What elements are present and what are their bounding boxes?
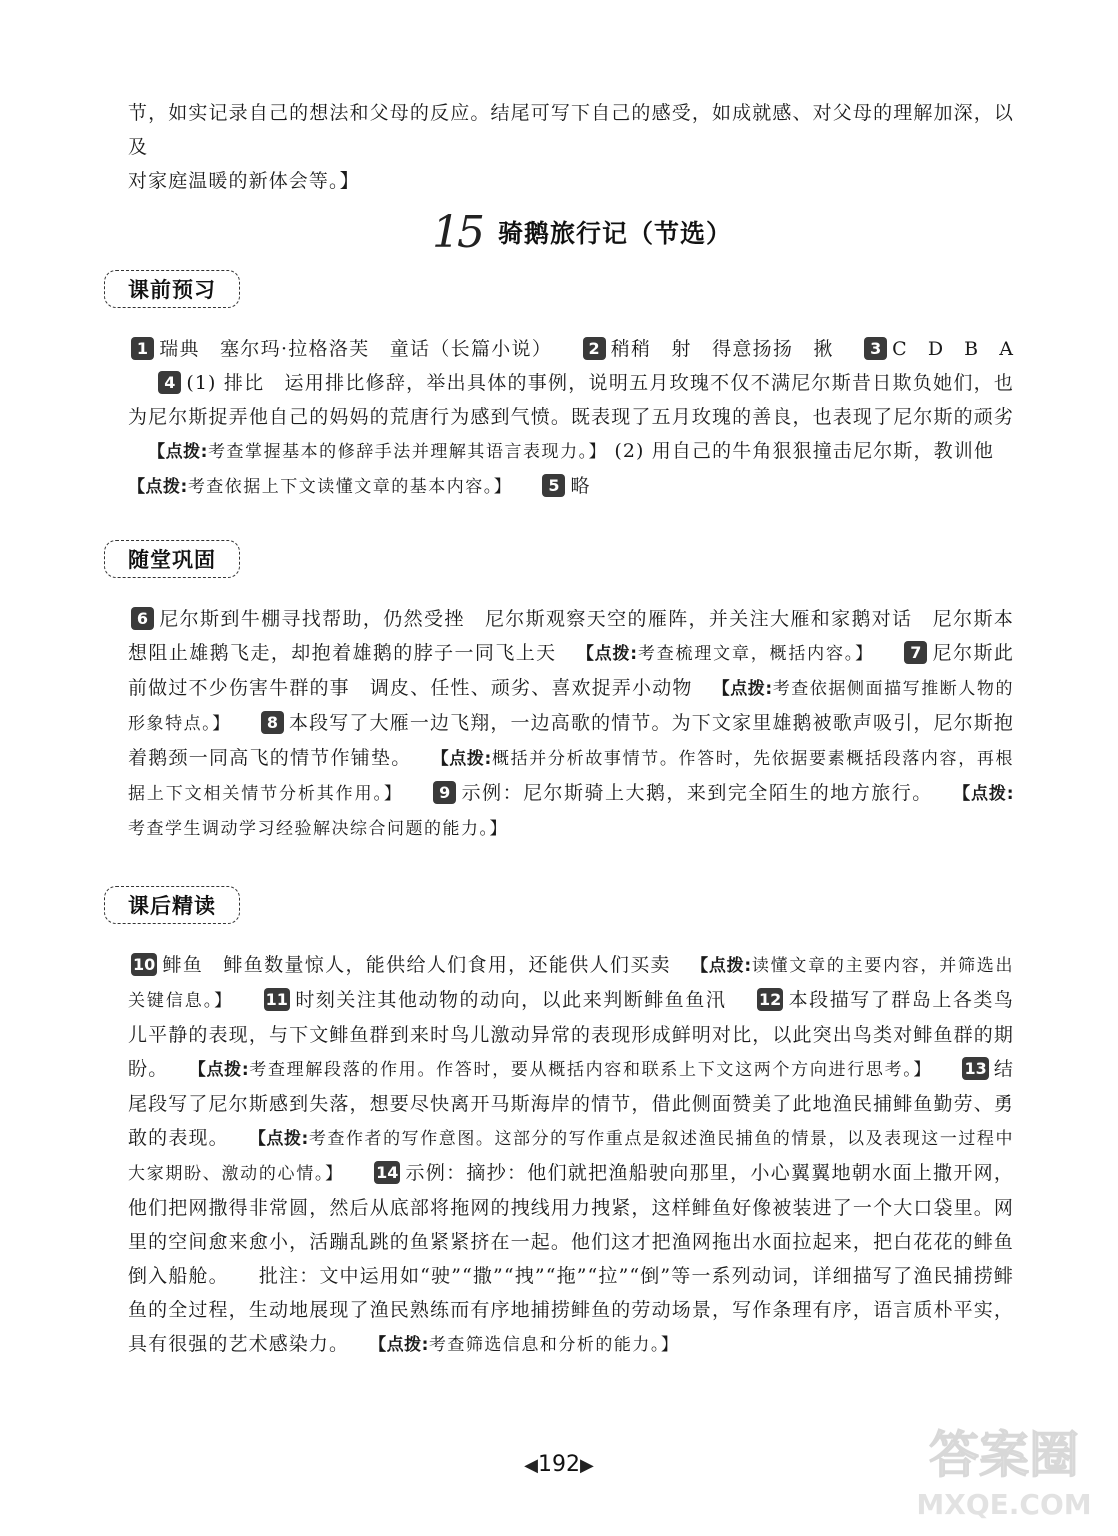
question-number: 7 — [904, 641, 927, 664]
watermark-logo — [904, 1414, 1104, 1524]
question-number: 1 — [131, 337, 154, 360]
question-number: 9 — [433, 781, 456, 804]
carryover-text — [128, 96, 1014, 198]
question-number: 5 — [542, 474, 565, 497]
carryover-line-1: 节，如实记录自己的想法和父母的反应。结尾可写下自己的感受，如成就感、对父母的理解加深，以及 — [128, 102, 1014, 158]
after-answers: 10 鲱鱼 鲱鱼数量惊人，能供给人们食用，还能供人们买卖 【点拨:读懂文章的主要内容，并筛选出关键信息。】 11 时刻关注其他动物的动向，以此来判断鲱鱼鱼汛 12 本段描写了群岛上各类鸟儿平静的表现，与下文鲱鱼群到来时鸟儿激动异常的表现形成鲜明对比，以此突出鸟类对鲱鱼群的期盼。 【点拨:考查理解段落的作用。作答时，要从概括内容和联系上下文这两个方向进行思考。】 13 结尾段写了尼尔斯感到失落，想要尽快离开马斯海岸的情节，借此侧面赞美了此地渔民捕鲱鱼勤劳、勇敢的表现。 【点拨:考查作者的写作意图。这部分的写作重点是叙述渔民捕鱼的情景，以及表现这一过程中大家期盼、激动的心情。】 14 示例：摘抄：他们就把渔船驶向那里，小心翼翼地朝水面上撒开网，他们把网撒得非常圆，然后从底部将拖网的拽线用力拽紧，这样鲱鱼好像被装进了一个大口袋里。网里的空间愈来愈小，活蹦乱跳的鱼紧紧挤在一起。他们这才把渔网拖出水面拉起来，把白花花的鲱鱼倒入船舱。 批注：文中运用如“驶”“撒”“拽”“拖”“拉”“倒”等一系列动词，详细描写了渔民捕捞鲱鱼的全过程，生动地展现了渔民熟练而有序地捕捞鲱鱼的劳动场景，写作条理有序，语言质朴平实，具有很强的艺术感染力。 【点拨:考查筛选信息和分析的能力。】 — [128, 954, 1015, 1355]
tip-note: 【点拨:读懂文章的主要内容，并筛选出关键信息。】 — [128, 956, 1015, 1011]
tip-note: 【点拨:考查依据侧面描写推断人物的形象特点。】 — [128, 679, 1014, 734]
tip-note: 【点拨:概括并分析故事情节。作答时，先依据要素概括段落内容，再根据上下文相关情节分析其作用。】 — [128, 749, 1014, 804]
tip-note: 【点拨:考查学生调动学习经验解决综合问题的能力。】 — [128, 784, 1015, 839]
question-number: 2 — [583, 337, 606, 360]
question-number: 12 — [758, 990, 782, 1009]
preview-answers: 1 瑞典 塞尔玛·拉格洛芙 童话（长篇小说） 2 稍稍 射 得意扬扬 揪 3 C D B A 4 (1) 排比 运用排比修辞，举出具体的事例，说明五月玫瑰不仅不满尼尔斯昔日欺负她们，也为尼尔斯捉弄他自己的妈妈的荒唐行为感到气愤。既表现了五月玫瑰的善良，也表现了尼尔斯的顽劣【点拨:考查掌握基本的修辞手法并理解其语言表现力。】 (2) 用自己的牛角狠狠撞击尼尔斯，教训他【点拨:考查依据上下文读懂文章的基本内容。】 5 略 — [128, 338, 1015, 497]
watermark-line-1: 答案圈 — [929, 1426, 1079, 1484]
class-answers: 6 尼尔斯到牛棚寻找帮助，仍然受挫 尼尔斯观察天空的雁阵，并关注大雁和家鹅对话 尼尔斯本想阻止雄鹅飞走，却抱着雄鹅的脖子一同飞上天 【点拨:考查梳理文章，概括内容。】 7 尼尔斯此前做过不少伤害牛群的事 调皮、任性、顽劣、喜欢捉弄小动物 【点拨:考查依据侧面描写推断人物的形象特点。】 8 本段写了大雁一边飞翔，一边高歌的情节。为下文家里雄鹅被歌声吸引，尼尔斯抱着鹅颈一同高飞的情节作铺垫。 【点拨:概括并分析故事情节。作答时，先依据要素概括段落内容，再根据上下文相关情节分析其作用。】 9 示例：尼尔斯骑上大鹅，来到完全陌生的地方旅行。 【点拨:考查学生调动学习经验解决综合问题的能力。】 — [128, 608, 1015, 839]
lesson-heading — [432, 206, 732, 258]
question-number: 11 — [265, 990, 288, 1009]
lesson-number: 15 — [432, 206, 482, 258]
tip-note: 【点拨:考查依据上下文读懂文章的基本内容。】 — [128, 477, 513, 497]
question-number: 3 — [864, 337, 887, 360]
tip-note: 【点拨:考查筛选信息和分析的能力。】 — [369, 1335, 680, 1355]
page-number-value: 192 — [538, 1452, 580, 1477]
question-number: 4 — [158, 371, 181, 394]
question-number: 8 — [261, 711, 284, 734]
section-label-preview: 课前预习 — [104, 270, 240, 308]
section-label-after: 课后精读 — [104, 886, 240, 924]
question-number: 13 — [964, 1059, 987, 1078]
section-label-class: 随堂巩固 — [104, 540, 240, 578]
question-number: 6 — [131, 607, 154, 630]
left-triangle-icon: ◀ — [524, 1455, 538, 1476]
tip-note: 【点拨:考查梳理文章，概括内容。】 — [576, 644, 874, 664]
tip-note: 【点拨:考查作者的写作意图。这部分的写作重点是叙述渔民捕鱼的情景，以及表现这一过程中大家期盼、激动的心情。】 — [128, 1129, 1014, 1184]
question-number: 14 — [376, 1163, 399, 1182]
tip-note: 【点拨:考查理解段落的作用。作答时，要从概括内容和联系上下文这两个方向进行思考。】 — [188, 1060, 933, 1080]
lesson-title: 骑鹅旅行记（节选） — [498, 219, 733, 248]
right-triangle-icon: ▶ — [580, 1455, 594, 1476]
question-number: 10 — [133, 955, 156, 974]
carryover-line-2: 对家庭温暖的新体会等。】 — [128, 170, 360, 192]
watermark-line-2: MXQE.COM — [916, 1488, 1092, 1521]
tip-note: 【点拨:考查掌握基本的修辞手法并理解其语言表现力。】 — [148, 442, 608, 462]
